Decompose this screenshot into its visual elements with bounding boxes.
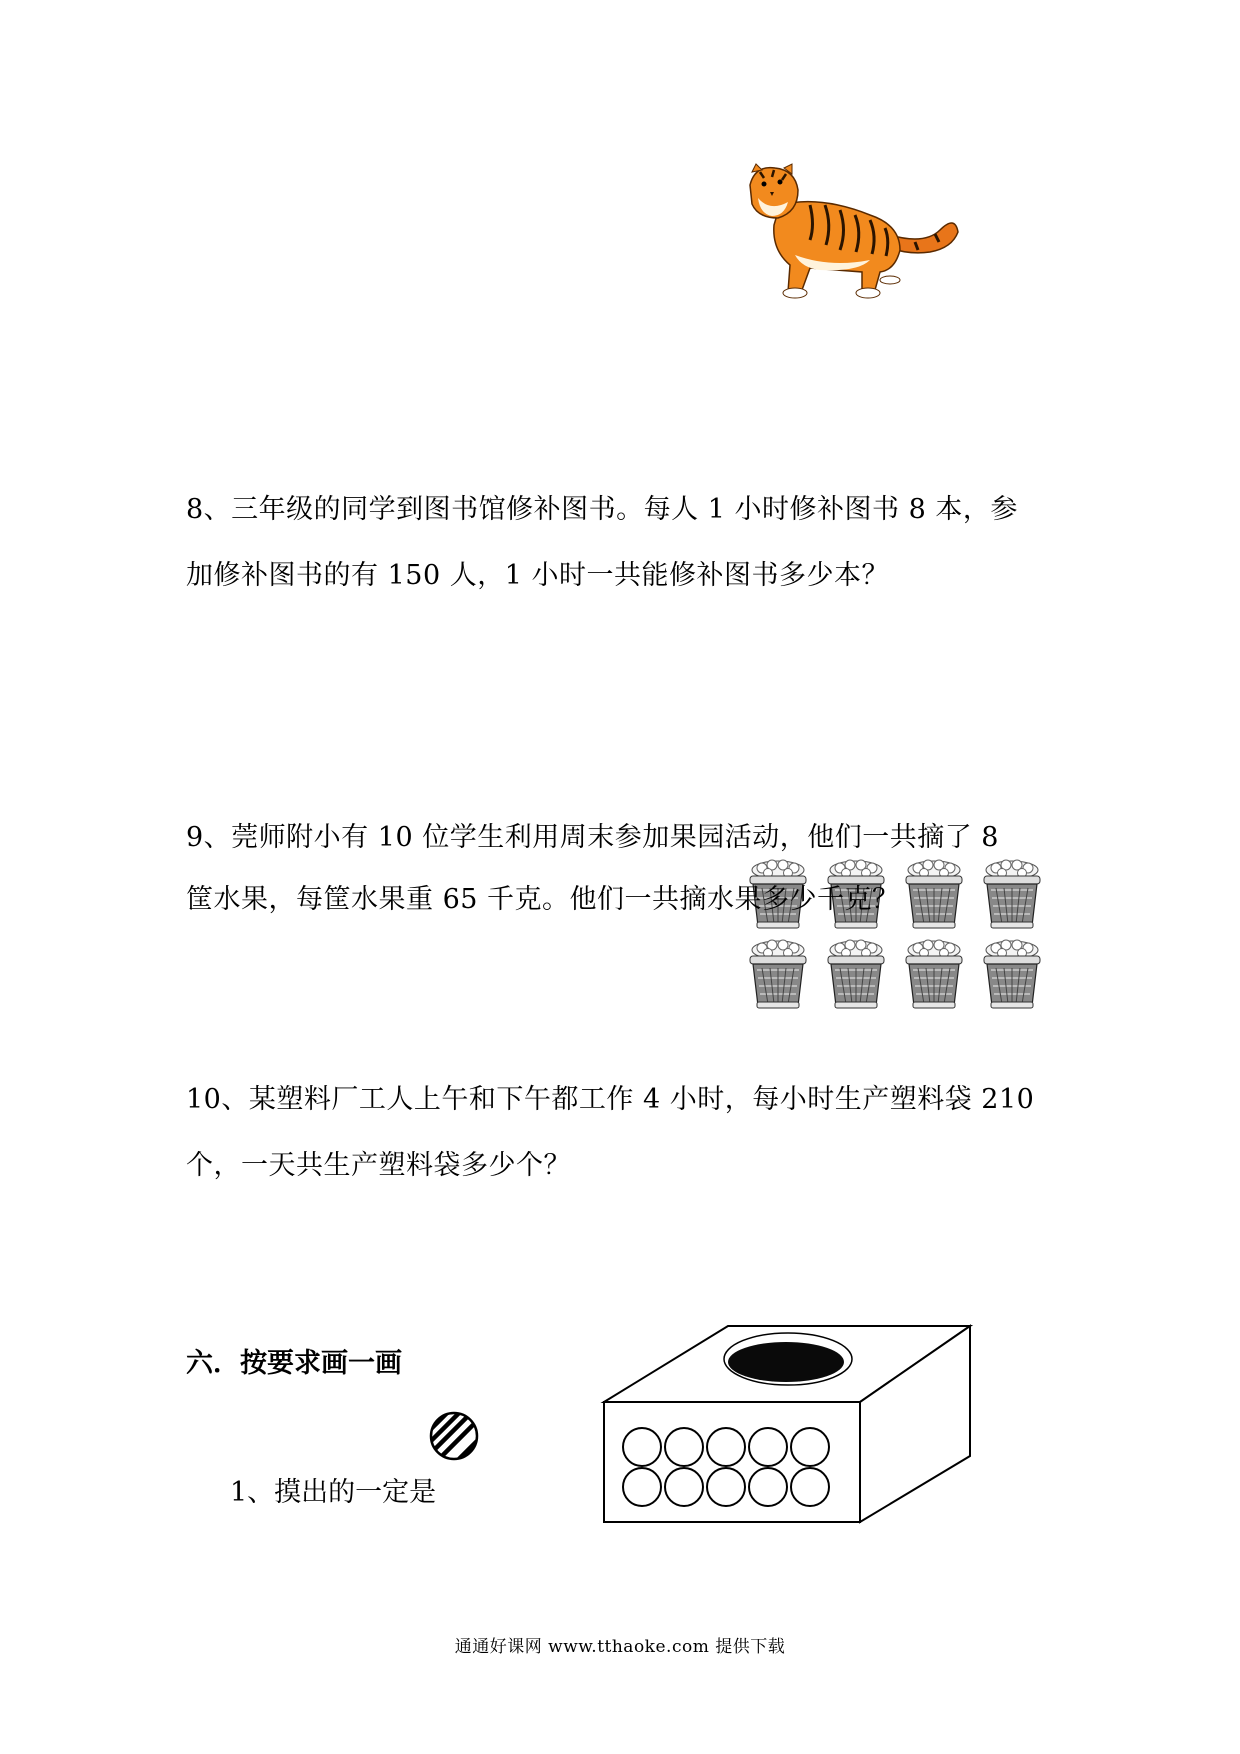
question-8-line-2: 加修补图书的有 150 人，1 小时一共能修补图书多少本？: [186, 560, 889, 591]
question-9-line-2: 筐水果，每筐水果重 65 千克。他们一共摘水果多少千克？: [186, 884, 900, 915]
footer-credit: 通通好课网 www.tthaoke.com 提供下载: [454, 1637, 786, 1657]
question-9-line-1: 9、莞师附小有 10 位学生利用周末参加果园活动，他们一共摘了 8: [186, 822, 999, 853]
question-10-line-2: 个，一天共生产塑料袋多少个？: [186, 1150, 571, 1181]
question-8-line-1: 8、三年级的同学到图书馆修补图书。每人 1 小时修补图书 8 本，参: [186, 494, 1018, 525]
section-6-item-1: 1、摸出的一定是: [230, 1477, 437, 1508]
striped-ball-icon: [428, 1410, 480, 1462]
tiger-illustration: [740, 160, 970, 300]
ball-box-illustration: [598, 1318, 978, 1532]
section-6-heading: 六．按要求画一画: [186, 1348, 402, 1379]
question-10-line-1: 10、某塑料厂工人上午和下午都工作 4 小时，每小时生产塑料袋 210: [186, 1084, 1035, 1115]
